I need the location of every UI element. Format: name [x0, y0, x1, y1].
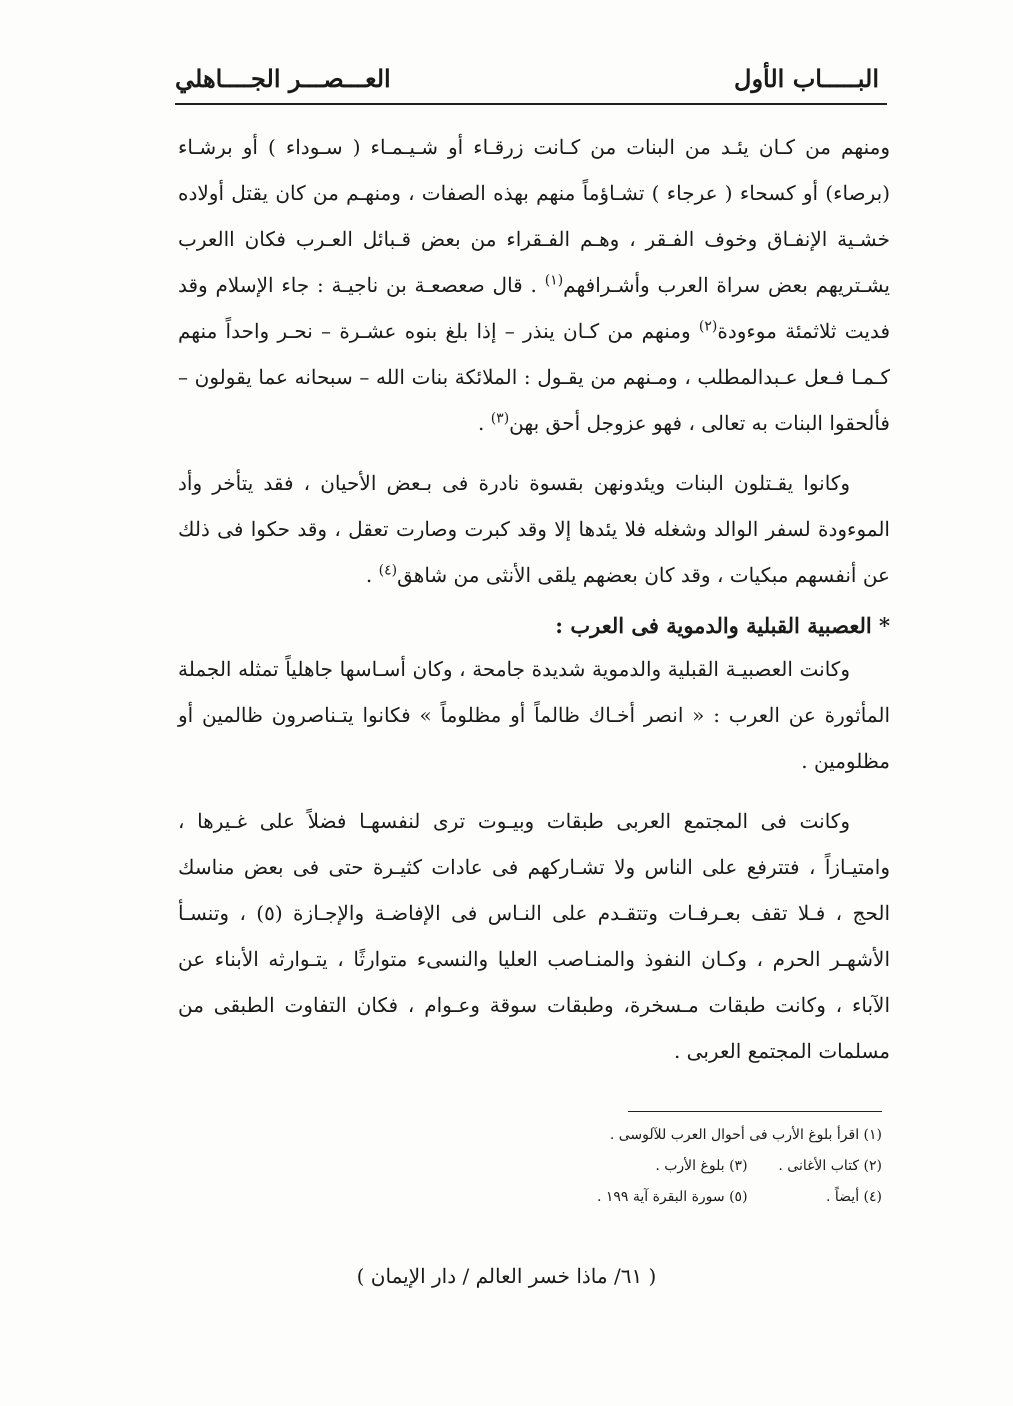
footnote-1: (١) اقرأ بلوغ الأرب فى أحوال العرب للآلوسى . [609, 1127, 882, 1143]
paragraph-text: . قال صعصعـة بن ناجيـة : جاء الإسلام وقد فديت ثلاثمئة موءودة [178, 273, 891, 343]
footnote-2: (٢) كتاب الأغانى . [778, 1158, 882, 1174]
footnotes [480, 1120, 882, 1213]
footnote-marker: (١) [544, 272, 564, 289]
section-heading: * العصبية القبلية والدموية فى العرب : [555, 613, 890, 638]
page-footer: ( ٦١/ ماذا خسر العالم / دار الإيمان ) [356, 1264, 657, 1288]
footnote-5: (٥) سورة البقرة آية ١٩٩ . [596, 1189, 748, 1205]
footnote-marker: (٤) [378, 562, 398, 579]
paragraph-text: وكانت العصبيـة القبلية والدموية شديدة جامحة ، وكان أسـاسها جاهلياً تمثله الجملة المأثورة عن العرب : « انصر أخـاك ظالماً أو مظلوماً » فكانوا يتـناصرون ظالمين أو مظلومين . [178, 657, 890, 773]
footnote-divider [628, 1111, 882, 1112]
chapter-title: البـــــاب الأول [734, 64, 879, 93]
header-divider [175, 103, 887, 105]
footnote-3: (٣) بلوغ الأرب . [655, 1158, 748, 1174]
paragraph-text: ومنهم من كـان يئـد من البنات من كـانت زرقـاء أو شـيـمـاء ( سـوداء ) أو برشـاء (برصاء) أو كسحاء ( عرجاء ) تشـاؤماً منهم بهذه الصفات ، ومنهـم من كان يقتل أولاده خشـية الإنفـاق وخوف الفـقر ، وهـم الفـقراء من بعض قـبائل العـرب فكان االعرب يشـتريهم بعض سراة العرب وأشـرافهم [178, 135, 890, 297]
paragraph-text: . [477, 411, 491, 435]
paragraph-text: ومنهم من كـان ينذر – إذا بلغ بنوه عشـرة – نحـر واحداً منهم كـمـا فـعل عـبدالمطلب ، ومـنهم من يقـول : الملائكة بنات الله – سبحانه عما يقولون – فألحقوا البنات به تعالى ، فهو عزوجل أحق بهن [178, 319, 890, 435]
main-text [178, 124, 890, 1074]
paragraph-2 [178, 460, 890, 598]
footnote-row-2 [480, 1151, 882, 1182]
footnote-4: (٤) أيضاً . [825, 1189, 882, 1205]
running-header [175, 60, 887, 104]
paragraph-4 [178, 798, 890, 1074]
paragraph-text: . [365, 563, 379, 587]
paragraph-text: وكانت فى المجتمع العربى طبقات وبيـوت ترى لنفسهـا فضلاً على غـيرها ، وامتيـازاً ، فتترفع على الناس ولا تشـاركهم فى عادات كثيـرة حتى فى بعض مناسك الحج ، فـلا تقف بعـرفـات وتتقـدم على النـاس فى الإفاضـة والإجـازة (٥) ، وتنسـأ الأشهـر الحرم ، وكـان النفوذ والمنـاصب العليا والنسىء متوارثًا ، يتـوارثه الأبناء عن الآباء ، وكانت طبقات مـسخرة، وطبقات سوقة وعـوام ، فكان التفاوت الطبقى من مسلمات المجتمع العربى . [178, 809, 891, 1063]
footnote-marker: (٢) [698, 318, 718, 335]
paragraph-3 [178, 646, 890, 784]
footnote-row-3 [480, 1182, 882, 1213]
paragraph-1 [178, 124, 890, 446]
paragraph-text: وكانوا يقـتلون البنات ويئدونهن بقسوة نادرة فى بـعض الأحيان ، فقد يتأخر وأد الموءودة لسفر الوالد وشغله فلا يئدها إلا وقد كبرت وصارت تعقل ، وقد حكوا فى ذلك عن أنفسهم مبكيات ، وقد كان بعضهم يلقى الأنثى من شاهق [178, 471, 890, 587]
footnote-marker: (٣) [490, 410, 510, 427]
section-title: العـــصـــر الجــــاهلي [175, 64, 391, 93]
